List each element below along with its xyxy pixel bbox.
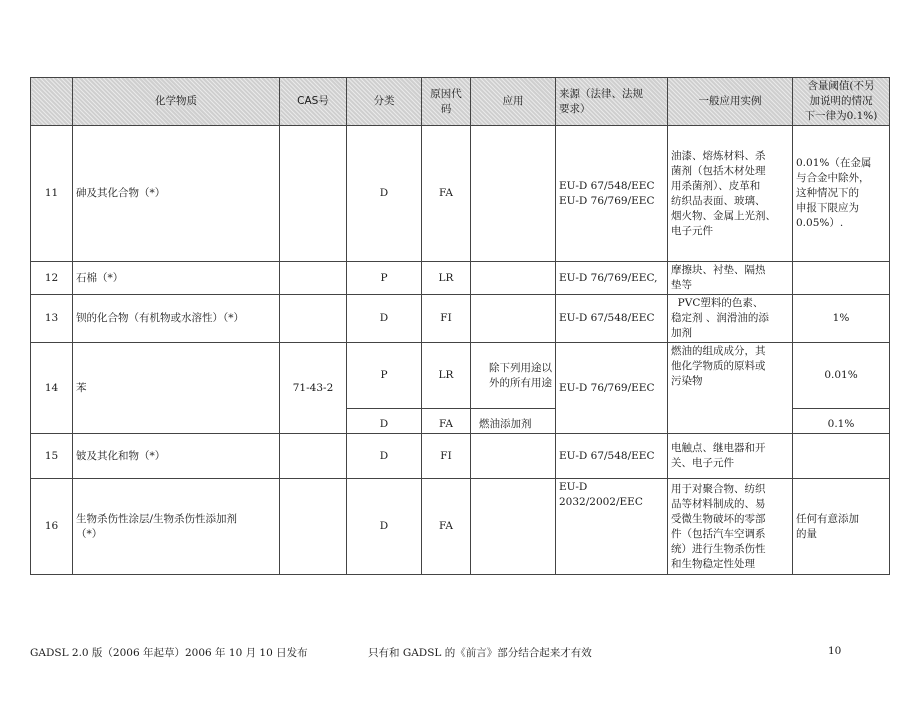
row-number: 15	[31, 434, 73, 479]
footer-note: 只有和 GADSL 的《前言》部分结合起来才有效	[368, 647, 592, 659]
category: P	[347, 343, 422, 409]
source: EU-D 67/548/EEC	[556, 434, 668, 479]
header-reason: 原因代 码	[422, 78, 471, 126]
row-number: 13	[31, 295, 73, 343]
header-category: 分类	[347, 78, 422, 126]
header-threshold: 含量阈值(不另 加说明的情况 下一律为0.1%)	[793, 78, 890, 126]
category: D	[347, 295, 422, 343]
threshold: 0.01%（在金属 与合金中除外， 这种情况下的 申报下限应为 0.05%）.	[793, 126, 890, 262]
application	[471, 434, 556, 479]
cas-number	[280, 262, 347, 295]
reason-code: FA	[422, 126, 471, 262]
chemical-name: 砷及其化合物（*）	[73, 126, 280, 262]
chemical-name: 石棉（*）	[73, 262, 280, 295]
header-source: 来源（法律、法规 要求）	[556, 78, 668, 126]
examples: 摩擦块、衬垫、隔热 垫等	[668, 262, 793, 295]
application	[471, 479, 556, 575]
source: EU-D 76/769/EEC,	[556, 262, 668, 295]
examples: 油漆、熔炼材料、杀 菌剂（包括木材处理 用杀菌剂）、皮革和 纺织品表面、玻璃、 烟火物、金属上光剂、 电子元件	[668, 126, 793, 262]
row-number: 16	[31, 479, 73, 575]
reason-code: LR	[422, 262, 471, 295]
category: D	[347, 409, 422, 434]
source: EU-D 67/548/EEC	[556, 295, 668, 343]
table-row	[31, 295, 890, 343]
threshold: 任何有意添加 的量	[793, 479, 890, 575]
reason-code: LR	[422, 343, 471, 409]
application: 除下列用途以 外的所有用途	[471, 343, 556, 409]
header-examples: 一般应用实例	[668, 78, 793, 126]
category: D	[347, 479, 422, 575]
reason-code: FA	[422, 479, 471, 575]
table-row	[31, 262, 890, 295]
threshold: 0.1%	[793, 409, 890, 434]
page-number: 10	[828, 645, 842, 657]
gadsl-table	[30, 77, 890, 575]
source: EU-D 2032/2002/EEC	[556, 479, 668, 575]
reason-code: FA	[422, 409, 471, 434]
table-row	[31, 343, 890, 409]
reason-code: FI	[422, 295, 471, 343]
row-number: 12	[31, 262, 73, 295]
threshold: 0.01%	[793, 343, 890, 409]
header-cas: CAS号	[280, 78, 347, 126]
examples: 电触点、继电器和开 关、电子元件	[668, 434, 793, 479]
footer-version: GADSL 2.0 版（2006 年起草）2006 年 10 月 10 日发布	[30, 647, 308, 659]
row-number: 14	[31, 343, 73, 434]
application	[471, 126, 556, 262]
examples: 燃油的组成成分，其 他化学物质的原料或 污染物	[668, 343, 793, 434]
chemical-name: 苯	[73, 343, 280, 434]
cas-number	[280, 479, 347, 575]
application	[471, 295, 556, 343]
header-blank	[31, 78, 73, 126]
chemical-name: 生物杀伤性涂层/生物杀伤性添加剂 （*）	[73, 479, 280, 575]
category: D	[347, 126, 422, 262]
application: 燃油添加剂	[471, 409, 556, 434]
cas-number: 71-43-2	[280, 343, 347, 434]
threshold: 1%	[793, 295, 890, 343]
source: EU-D 67/548/EEC EU-D 76/769/EEC	[556, 126, 668, 262]
category: D	[347, 434, 422, 479]
row-number: 11	[31, 126, 73, 262]
category: P	[347, 262, 422, 295]
threshold	[793, 434, 890, 479]
header-row	[31, 78, 890, 126]
source: EU-D 76/769/EEC	[556, 343, 668, 434]
cas-number	[280, 434, 347, 479]
table-row	[31, 479, 890, 575]
chemical-name: 钡的化合物（有机物或水溶性）（*）	[73, 295, 280, 343]
examples: 用于对聚合物、纺织 品等材料制成的、易 受微生物破坏的零部 件（包括汽车空调系 统）进行生物杀伤性 和生物稳定性处理	[668, 479, 793, 575]
examples: PVC塑料的色素、 稳定剂 、润滑油的添 加剂	[668, 295, 793, 343]
cas-number	[280, 126, 347, 262]
reason-code: FI	[422, 434, 471, 479]
header-chemical: 化学物质	[73, 78, 280, 126]
header-application: 应用	[471, 78, 556, 126]
application	[471, 262, 556, 295]
threshold	[793, 262, 890, 295]
chemical-name: 铍及其化和物（*）	[73, 434, 280, 479]
table-row	[31, 434, 890, 479]
cas-number	[280, 295, 347, 343]
table-row	[31, 126, 890, 262]
